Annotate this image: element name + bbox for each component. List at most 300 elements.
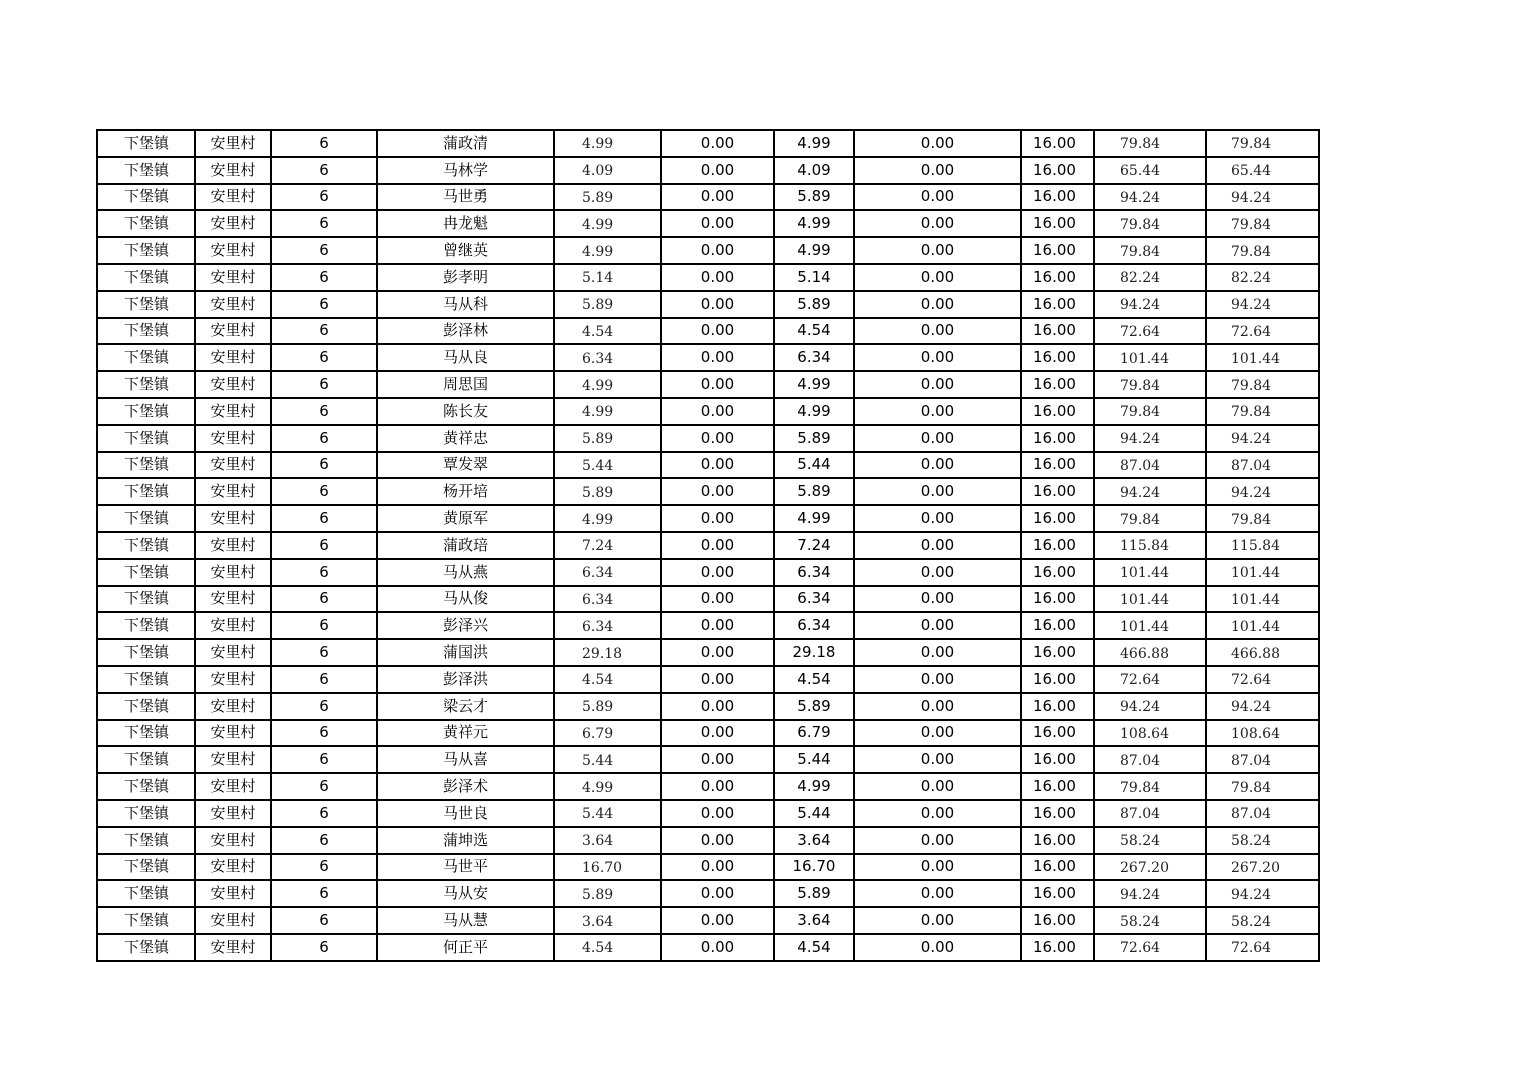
net-area-cell: 5.14 xyxy=(774,264,854,291)
net-area-cell: 16.70 xyxy=(774,854,854,881)
group-cell: 6 xyxy=(271,184,377,211)
amount-cell: 79.84 xyxy=(1094,371,1206,398)
deduct-cell: 0.00 xyxy=(661,291,774,318)
deduct-cell: 0.00 xyxy=(661,184,774,211)
net-area-cell: 5.44 xyxy=(774,800,854,827)
deduct-cell: 0.00 xyxy=(661,934,774,961)
net-area-cell: 4.99 xyxy=(774,398,854,425)
net-area-cell: 3.64 xyxy=(774,907,854,934)
group-cell: 6 xyxy=(271,371,377,398)
deduct-cell: 0.00 xyxy=(661,130,774,157)
group-cell: 6 xyxy=(271,720,377,747)
table-row xyxy=(97,854,1319,881)
table-row xyxy=(97,934,1319,961)
name-cell: 马林学 xyxy=(377,157,554,184)
net-area-cell: 5.89 xyxy=(774,425,854,452)
net-area-cell: 29.18 xyxy=(774,639,854,666)
deduct-cell: 0.00 xyxy=(661,505,774,532)
name-cell: 马世勇 xyxy=(377,184,554,211)
area-cell: 5.89 xyxy=(554,693,661,720)
area-cell: 3.64 xyxy=(554,827,661,854)
total-cell: 72.64 xyxy=(1206,318,1319,345)
village-cell: 安里村 xyxy=(195,612,271,639)
total-cell: 79.84 xyxy=(1206,505,1319,532)
total-cell: 79.84 xyxy=(1206,371,1319,398)
town-cell: 下堡镇 xyxy=(97,586,195,613)
area-cell: 4.09 xyxy=(554,157,661,184)
total-cell: 58.24 xyxy=(1206,827,1319,854)
total-cell: 82.24 xyxy=(1206,264,1319,291)
name-cell: 马从俊 xyxy=(377,586,554,613)
town-cell: 下堡镇 xyxy=(97,130,195,157)
rate-cell: 16.00 xyxy=(1021,130,1094,157)
net-area-cell: 6.34 xyxy=(774,612,854,639)
village-cell: 安里村 xyxy=(195,746,271,773)
table-row xyxy=(97,425,1319,452)
other-cell: 0.00 xyxy=(854,478,1021,505)
village-cell: 安里村 xyxy=(195,237,271,264)
net-area-cell: 6.34 xyxy=(774,559,854,586)
table-row xyxy=(97,398,1319,425)
deduct-cell: 0.00 xyxy=(661,586,774,613)
area-cell: 4.99 xyxy=(554,505,661,532)
other-cell: 0.00 xyxy=(854,800,1021,827)
amount-cell: 58.24 xyxy=(1094,907,1206,934)
group-cell: 6 xyxy=(271,880,377,907)
name-cell: 蒲坤选 xyxy=(377,827,554,854)
village-cell: 安里村 xyxy=(195,130,271,157)
data-table xyxy=(96,129,1320,962)
deduct-cell: 0.00 xyxy=(661,264,774,291)
village-cell: 安里村 xyxy=(195,157,271,184)
table-row xyxy=(97,291,1319,318)
village-cell: 安里村 xyxy=(195,720,271,747)
deduct-cell: 0.00 xyxy=(661,210,774,237)
name-cell: 蒲政清 xyxy=(377,130,554,157)
group-cell: 6 xyxy=(271,854,377,881)
other-cell: 0.00 xyxy=(854,452,1021,479)
amount-cell: 72.64 xyxy=(1094,934,1206,961)
amount-cell: 94.24 xyxy=(1094,693,1206,720)
other-cell: 0.00 xyxy=(854,559,1021,586)
name-cell: 蒲政琣 xyxy=(377,532,554,559)
other-cell: 0.00 xyxy=(854,210,1021,237)
other-cell: 0.00 xyxy=(854,934,1021,961)
name-cell: 梁云才 xyxy=(377,693,554,720)
town-cell: 下堡镇 xyxy=(97,934,195,961)
total-cell: 79.84 xyxy=(1206,398,1319,425)
other-cell: 0.00 xyxy=(854,505,1021,532)
area-cell: 4.54 xyxy=(554,318,661,345)
other-cell: 0.00 xyxy=(854,693,1021,720)
town-cell: 下堡镇 xyxy=(97,693,195,720)
rate-cell: 16.00 xyxy=(1021,318,1094,345)
rate-cell: 16.00 xyxy=(1021,478,1094,505)
name-cell: 彭泽术 xyxy=(377,773,554,800)
name-cell: 彭孝明 xyxy=(377,264,554,291)
deduct-cell: 0.00 xyxy=(661,746,774,773)
other-cell: 0.00 xyxy=(854,184,1021,211)
amount-cell: 65.44 xyxy=(1094,157,1206,184)
village-cell: 安里村 xyxy=(195,773,271,800)
village-cell: 安里村 xyxy=(195,478,271,505)
town-cell: 下堡镇 xyxy=(97,907,195,934)
other-cell: 0.00 xyxy=(854,746,1021,773)
deduct-cell: 0.00 xyxy=(661,907,774,934)
total-cell: 94.24 xyxy=(1206,693,1319,720)
group-cell: 6 xyxy=(271,639,377,666)
net-area-cell: 5.89 xyxy=(774,184,854,211)
group-cell: 6 xyxy=(271,264,377,291)
name-cell: 何正平 xyxy=(377,934,554,961)
amount-cell: 108.64 xyxy=(1094,720,1206,747)
amount-cell: 82.24 xyxy=(1094,264,1206,291)
rate-cell: 16.00 xyxy=(1021,934,1094,961)
net-area-cell: 4.54 xyxy=(774,318,854,345)
total-cell: 94.24 xyxy=(1206,184,1319,211)
name-cell: 马从慧 xyxy=(377,907,554,934)
rate-cell: 16.00 xyxy=(1021,559,1094,586)
village-cell: 安里村 xyxy=(195,344,271,371)
amount-cell: 94.24 xyxy=(1094,880,1206,907)
town-cell: 下堡镇 xyxy=(97,854,195,881)
table-row xyxy=(97,586,1319,613)
town-cell: 下堡镇 xyxy=(97,478,195,505)
deduct-cell: 0.00 xyxy=(661,666,774,693)
table-row xyxy=(97,130,1319,157)
amount-cell: 101.44 xyxy=(1094,612,1206,639)
village-cell: 安里村 xyxy=(195,318,271,345)
name-cell: 冉龙魁 xyxy=(377,210,554,237)
total-cell: 108.64 xyxy=(1206,720,1319,747)
name-cell: 黄祥元 xyxy=(377,720,554,747)
rate-cell: 16.00 xyxy=(1021,907,1094,934)
table-row xyxy=(97,505,1319,532)
net-area-cell: 4.99 xyxy=(774,210,854,237)
amount-cell: 58.24 xyxy=(1094,827,1206,854)
deduct-cell: 0.00 xyxy=(661,237,774,264)
total-cell: 267.20 xyxy=(1206,854,1319,881)
name-cell: 覃发翠 xyxy=(377,452,554,479)
amount-cell: 79.84 xyxy=(1094,130,1206,157)
table-row xyxy=(97,157,1319,184)
amount-cell: 79.84 xyxy=(1094,398,1206,425)
group-cell: 6 xyxy=(271,559,377,586)
town-cell: 下堡镇 xyxy=(97,157,195,184)
table-row xyxy=(97,237,1319,264)
village-cell: 安里村 xyxy=(195,880,271,907)
other-cell: 0.00 xyxy=(854,344,1021,371)
total-cell: 65.44 xyxy=(1206,157,1319,184)
total-cell: 94.24 xyxy=(1206,291,1319,318)
village-cell: 安里村 xyxy=(195,907,271,934)
total-cell: 101.44 xyxy=(1206,612,1319,639)
table-body xyxy=(97,130,1319,961)
village-cell: 安里村 xyxy=(195,371,271,398)
amount-cell: 267.20 xyxy=(1094,854,1206,881)
rate-cell: 16.00 xyxy=(1021,505,1094,532)
table-row xyxy=(97,800,1319,827)
table-row xyxy=(97,746,1319,773)
net-area-cell: 3.64 xyxy=(774,827,854,854)
rate-cell: 16.00 xyxy=(1021,639,1094,666)
group-cell: 6 xyxy=(271,157,377,184)
village-cell: 安里村 xyxy=(195,184,271,211)
name-cell: 陈长友 xyxy=(377,398,554,425)
village-cell: 安里村 xyxy=(195,291,271,318)
name-cell: 马世平 xyxy=(377,854,554,881)
village-cell: 安里村 xyxy=(195,425,271,452)
other-cell: 0.00 xyxy=(854,264,1021,291)
net-area-cell: 6.79 xyxy=(774,720,854,747)
area-cell: 4.54 xyxy=(554,934,661,961)
name-cell: 杨开培 xyxy=(377,478,554,505)
rate-cell: 16.00 xyxy=(1021,854,1094,881)
deduct-cell: 0.00 xyxy=(661,532,774,559)
total-cell: 94.24 xyxy=(1206,478,1319,505)
other-cell: 0.00 xyxy=(854,157,1021,184)
area-cell: 6.34 xyxy=(554,612,661,639)
amount-cell: 115.84 xyxy=(1094,532,1206,559)
total-cell: 94.24 xyxy=(1206,425,1319,452)
net-area-cell: 4.99 xyxy=(774,130,854,157)
area-cell: 5.44 xyxy=(554,746,661,773)
table-row xyxy=(97,371,1319,398)
town-cell: 下堡镇 xyxy=(97,398,195,425)
other-cell: 0.00 xyxy=(854,291,1021,318)
other-cell: 0.00 xyxy=(854,612,1021,639)
net-area-cell: 5.44 xyxy=(774,452,854,479)
rate-cell: 16.00 xyxy=(1021,237,1094,264)
amount-cell: 101.44 xyxy=(1094,586,1206,613)
table-row xyxy=(97,559,1319,586)
deduct-cell: 0.00 xyxy=(661,452,774,479)
deduct-cell: 0.00 xyxy=(661,880,774,907)
group-cell: 6 xyxy=(271,398,377,425)
net-area-cell: 4.99 xyxy=(774,237,854,264)
amount-cell: 101.44 xyxy=(1094,559,1206,586)
group-cell: 6 xyxy=(271,478,377,505)
amount-cell: 94.24 xyxy=(1094,425,1206,452)
rate-cell: 16.00 xyxy=(1021,586,1094,613)
name-cell: 黄祥忠 xyxy=(377,425,554,452)
total-cell: 79.84 xyxy=(1206,773,1319,800)
amount-cell: 79.84 xyxy=(1094,237,1206,264)
town-cell: 下堡镇 xyxy=(97,291,195,318)
amount-cell: 72.64 xyxy=(1094,318,1206,345)
town-cell: 下堡镇 xyxy=(97,505,195,532)
name-cell: 彭泽林 xyxy=(377,318,554,345)
other-cell: 0.00 xyxy=(854,371,1021,398)
total-cell: 101.44 xyxy=(1206,344,1319,371)
table-row xyxy=(97,827,1319,854)
table-row xyxy=(97,720,1319,747)
town-cell: 下堡镇 xyxy=(97,666,195,693)
deduct-cell: 0.00 xyxy=(661,639,774,666)
other-cell: 0.00 xyxy=(854,639,1021,666)
area-cell: 5.89 xyxy=(554,291,661,318)
net-area-cell: 4.99 xyxy=(774,371,854,398)
town-cell: 下堡镇 xyxy=(97,827,195,854)
group-cell: 6 xyxy=(271,452,377,479)
group-cell: 6 xyxy=(271,318,377,345)
rate-cell: 16.00 xyxy=(1021,157,1094,184)
table-row xyxy=(97,184,1319,211)
group-cell: 6 xyxy=(271,586,377,613)
deduct-cell: 0.00 xyxy=(661,344,774,371)
area-cell: 5.44 xyxy=(554,452,661,479)
group-cell: 6 xyxy=(271,746,377,773)
town-cell: 下堡镇 xyxy=(97,880,195,907)
table-row xyxy=(97,210,1319,237)
total-cell: 79.84 xyxy=(1206,237,1319,264)
other-cell: 0.00 xyxy=(854,720,1021,747)
net-area-cell: 4.09 xyxy=(774,157,854,184)
town-cell: 下堡镇 xyxy=(97,264,195,291)
village-cell: 安里村 xyxy=(195,505,271,532)
rate-cell: 16.00 xyxy=(1021,398,1094,425)
net-area-cell: 4.99 xyxy=(774,773,854,800)
village-cell: 安里村 xyxy=(195,559,271,586)
net-area-cell: 4.54 xyxy=(774,666,854,693)
town-cell: 下堡镇 xyxy=(97,559,195,586)
name-cell: 马从良 xyxy=(377,344,554,371)
amount-cell: 79.84 xyxy=(1094,505,1206,532)
area-cell: 4.99 xyxy=(554,130,661,157)
area-cell: 5.89 xyxy=(554,184,661,211)
table-row xyxy=(97,478,1319,505)
deduct-cell: 0.00 xyxy=(661,854,774,881)
deduct-cell: 0.00 xyxy=(661,773,774,800)
group-cell: 6 xyxy=(271,210,377,237)
name-cell: 蒲国洪 xyxy=(377,639,554,666)
area-cell: 6.34 xyxy=(554,586,661,613)
group-cell: 6 xyxy=(271,425,377,452)
amount-cell: 87.04 xyxy=(1094,800,1206,827)
amount-cell: 87.04 xyxy=(1094,452,1206,479)
deduct-cell: 0.00 xyxy=(661,398,774,425)
group-cell: 6 xyxy=(271,693,377,720)
table-row xyxy=(97,344,1319,371)
rate-cell: 16.00 xyxy=(1021,452,1094,479)
rate-cell: 16.00 xyxy=(1021,773,1094,800)
total-cell: 72.64 xyxy=(1206,666,1319,693)
area-cell: 7.24 xyxy=(554,532,661,559)
group-cell: 6 xyxy=(271,237,377,264)
net-area-cell: 4.54 xyxy=(774,934,854,961)
net-area-cell: 5.89 xyxy=(774,291,854,318)
village-cell: 安里村 xyxy=(195,854,271,881)
area-cell: 6.79 xyxy=(554,720,661,747)
other-cell: 0.00 xyxy=(854,880,1021,907)
group-cell: 6 xyxy=(271,505,377,532)
town-cell: 下堡镇 xyxy=(97,344,195,371)
town-cell: 下堡镇 xyxy=(97,639,195,666)
group-cell: 6 xyxy=(271,773,377,800)
net-area-cell: 6.34 xyxy=(774,344,854,371)
total-cell: 87.04 xyxy=(1206,800,1319,827)
area-cell: 4.99 xyxy=(554,237,661,264)
deduct-cell: 0.00 xyxy=(661,827,774,854)
area-cell: 4.99 xyxy=(554,398,661,425)
area-cell: 4.99 xyxy=(554,773,661,800)
area-cell: 29.18 xyxy=(554,639,661,666)
table-row xyxy=(97,693,1319,720)
village-cell: 安里村 xyxy=(195,532,271,559)
group-cell: 6 xyxy=(271,344,377,371)
total-cell: 87.04 xyxy=(1206,452,1319,479)
other-cell: 0.00 xyxy=(854,398,1021,425)
deduct-cell: 0.00 xyxy=(661,720,774,747)
village-cell: 安里村 xyxy=(195,934,271,961)
other-cell: 0.00 xyxy=(854,907,1021,934)
table-row xyxy=(97,907,1319,934)
table-row xyxy=(97,639,1319,666)
area-cell: 5.89 xyxy=(554,880,661,907)
village-cell: 安里村 xyxy=(195,452,271,479)
other-cell: 0.00 xyxy=(854,854,1021,881)
rate-cell: 16.00 xyxy=(1021,344,1094,371)
amount-cell: 101.44 xyxy=(1094,344,1206,371)
area-cell: 5.89 xyxy=(554,478,661,505)
name-cell: 马世良 xyxy=(377,800,554,827)
table-row xyxy=(97,264,1319,291)
other-cell: 0.00 xyxy=(854,586,1021,613)
rate-cell: 16.00 xyxy=(1021,827,1094,854)
amount-cell: 79.84 xyxy=(1094,210,1206,237)
area-cell: 5.14 xyxy=(554,264,661,291)
village-cell: 安里村 xyxy=(195,586,271,613)
name-cell: 马从安 xyxy=(377,880,554,907)
net-area-cell: 5.89 xyxy=(774,478,854,505)
rate-cell: 16.00 xyxy=(1021,532,1094,559)
rate-cell: 16.00 xyxy=(1021,800,1094,827)
village-cell: 安里村 xyxy=(195,827,271,854)
village-cell: 安里村 xyxy=(195,666,271,693)
name-cell: 黄原军 xyxy=(377,505,554,532)
other-cell: 0.00 xyxy=(854,532,1021,559)
deduct-cell: 0.00 xyxy=(661,425,774,452)
village-cell: 安里村 xyxy=(195,398,271,425)
rate-cell: 16.00 xyxy=(1021,371,1094,398)
area-cell: 3.64 xyxy=(554,907,661,934)
other-cell: 0.00 xyxy=(854,318,1021,345)
name-cell: 周思国 xyxy=(377,371,554,398)
town-cell: 下堡镇 xyxy=(97,371,195,398)
table-row xyxy=(97,666,1319,693)
rate-cell: 16.00 xyxy=(1021,880,1094,907)
deduct-cell: 0.00 xyxy=(661,157,774,184)
rate-cell: 16.00 xyxy=(1021,291,1094,318)
other-cell: 0.00 xyxy=(854,773,1021,800)
table-row xyxy=(97,612,1319,639)
name-cell: 马从喜 xyxy=(377,746,554,773)
net-area-cell: 5.89 xyxy=(774,693,854,720)
other-cell: 0.00 xyxy=(854,827,1021,854)
village-cell: 安里村 xyxy=(195,210,271,237)
total-cell: 87.04 xyxy=(1206,746,1319,773)
town-cell: 下堡镇 xyxy=(97,184,195,211)
total-cell: 94.24 xyxy=(1206,880,1319,907)
group-cell: 6 xyxy=(271,666,377,693)
area-cell: 4.54 xyxy=(554,666,661,693)
table-row xyxy=(97,773,1319,800)
group-cell: 6 xyxy=(271,934,377,961)
group-cell: 6 xyxy=(271,612,377,639)
village-cell: 安里村 xyxy=(195,693,271,720)
deduct-cell: 0.00 xyxy=(661,800,774,827)
rate-cell: 16.00 xyxy=(1021,425,1094,452)
